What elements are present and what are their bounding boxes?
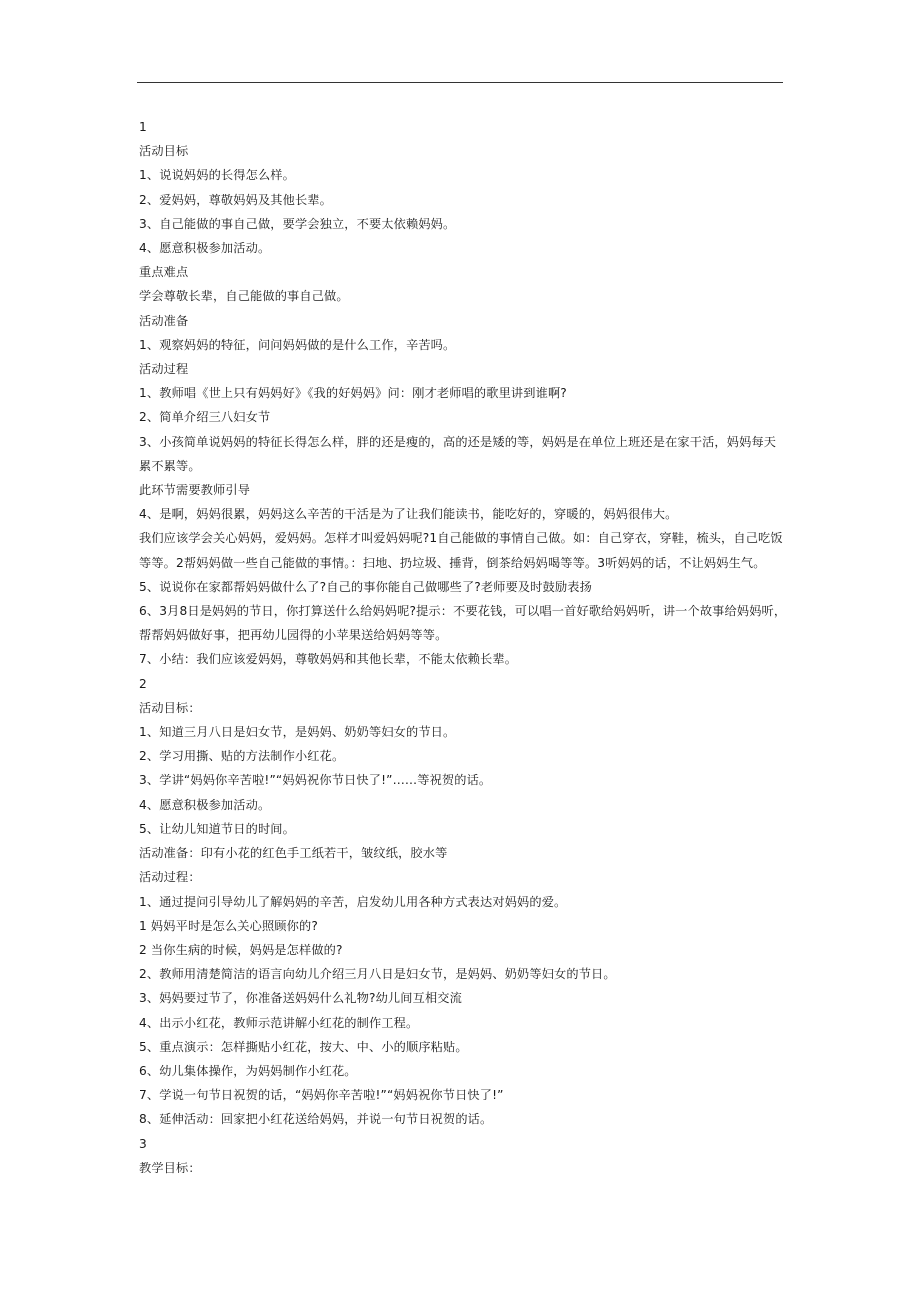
text-line: 2、教师用清楚简洁的语言向幼儿介绍三月八日是妇女节，是妈妈、奶奶等妇女的节日。 — [139, 967, 616, 982]
text-line: 5、让幼儿知道节日的时间。 — [139, 821, 295, 836]
text-line: 4、愿意积极参加活动。 — [139, 797, 271, 812]
text-line: 学会尊敬长辈，自己能做的事自己做。 — [139, 289, 349, 304]
text-line: 4、愿意积极参加活动。 — [139, 241, 271, 256]
text-line: 活动准备 — [139, 313, 189, 328]
text-line: 2 当你生病的时候，妈妈是怎样做的? — [139, 942, 343, 957]
text-line: 重点难点 — [139, 265, 189, 280]
text-line: 1、教师唱《世上只有妈妈好》《我的好妈妈》问：刚才老师唱的歌里讲到谁啊? — [139, 386, 567, 401]
text-line: 6、3月8日是妈妈的节日，你打算送什么给妈妈呢?提示：不要花钱，可以唱一首好歌给妈妈听，讲一个故事给妈妈听， — [139, 604, 787, 619]
text-line: 3、自己能做的事自己做，要学会独立，不要太依赖妈妈。 — [139, 216, 456, 231]
text-line: 3、妈妈要过节了，你准备送妈妈什么礼物?幼儿间互相交流 — [139, 991, 462, 1006]
text-line: 4、出示小红花，教师示范讲解小红花的制作工程。 — [139, 1015, 419, 1030]
text-line: 等等。2帮妈妈做一些自己能做的事情。：扫地、扔垃圾、捶背，倒茶给妈妈喝等等。3听妈妈的话，不让妈妈生气。 — [139, 555, 766, 570]
text-line: 2 — [139, 676, 147, 691]
text-line: 3、学讲“妈妈你辛苦啦!”“妈妈祝你节日快了!”……等祝贺的话。 — [139, 773, 492, 788]
text-line: 1 — [139, 120, 147, 134]
text-line: 7、小结：我们应该爱妈妈，尊敬妈妈和其他长辈，不能太依赖长辈。 — [139, 652, 518, 667]
text-line: 7、学说一句节日祝贺的话，“妈妈你辛苦啦!”“妈妈祝你节日快了!” — [139, 1088, 504, 1103]
text-line: 教学目标： — [139, 1160, 201, 1175]
text-line: 我们应该学会关心妈妈，爱妈妈。怎样才叫爱妈妈呢?1自己能做的事情自己做。如：自己穿衣，穿鞋，梳头，自己吃饭 — [139, 531, 783, 546]
text-line: 2、简单介绍三八妇女节 — [139, 410, 271, 425]
header-rule — [137, 82, 783, 83]
text-line: 1、知道三月八日是妇女节，是妈妈、奶奶等妇女的节日。 — [139, 725, 456, 740]
text-line: 活动目标 — [139, 144, 189, 159]
document-body — [139, 115, 789, 1180]
text-line: 5、说说你在家都帮妈妈做什么了?自己的事你能自己做哪些了?老师要及时鼓励表扬 — [139, 579, 592, 594]
text-line: 1、说说妈妈的长得怎么样。 — [139, 168, 295, 183]
text-line: 3、小孩简单说妈妈的特征长得怎么样，胖的还是瘦的，高的还是矮的等，妈妈是在单位上班还是在家干活，妈妈每天 — [139, 434, 777, 449]
text-line: 2、爱妈妈，尊敬妈妈及其他长辈。 — [139, 192, 332, 207]
text-line: 活动准备：印有小花的红色手工纸若干，皱纹纸，胶水等 — [139, 846, 448, 861]
text-line: 8、延伸活动：回家把小红花送给妈妈，并说一句节日祝贺的话。 — [139, 1112, 493, 1127]
text-line: 1、观察妈妈的特征，问问妈妈做的是什么工作，辛苦吗。 — [139, 337, 456, 352]
text-line: 1、通过提问引导幼儿了解妈妈的辛苦，启发幼儿用各种方式表达对妈妈的爱。 — [139, 894, 567, 909]
text-line: 2、学习用撕、贴的方法制作小红花。 — [139, 749, 345, 764]
text-line: 活动过程 — [139, 362, 189, 377]
text-line: 5、重点演示：怎样撕贴小红花，按大、中、小的顺序粘贴。 — [139, 1039, 468, 1054]
text-line: 1 妈妈平时是怎么关心照顾你的? — [139, 918, 318, 933]
text-line: 累不累等。 — [139, 458, 201, 473]
text-line: 3 — [139, 1136, 147, 1151]
text-line: 活动过程： — [139, 870, 201, 885]
text-line: 此环节需要教师引导 — [139, 483, 251, 498]
text-line: 6、幼儿集体操作，为妈妈制作小红花。 — [139, 1063, 357, 1078]
text-line: 帮帮妈妈做好事，把再幼儿园得的小苹果送给妈妈等等。 — [139, 628, 448, 643]
text-line: 活动目标： — [139, 700, 201, 715]
text-line: 4、是啊，妈妈很累，妈妈这么辛苦的干活是为了让我们能读书，能吃好的，穿暖的，妈妈很伟大。 — [139, 507, 678, 522]
